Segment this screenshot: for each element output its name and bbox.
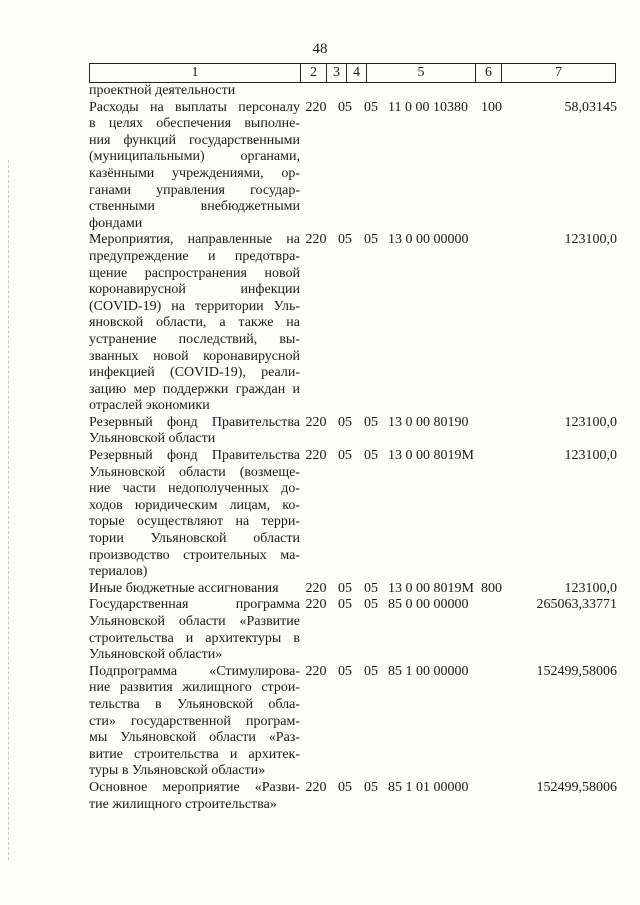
row-description (89, 232, 300, 415)
row-description (89, 100, 300, 233)
expense-type-code (481, 83, 505, 100)
table-row (89, 415, 619, 448)
description-line: мы Ульяновской области «Раз- (89, 730, 300, 746)
amount: 123100,0 (564, 580, 617, 596)
amount: 58,03145 (564, 99, 617, 115)
page-number: 48 (312, 41, 328, 57)
description-line: инфекцией (COVID-19), реали- (89, 365, 300, 381)
target-article-code: 85 1 00 00000 (388, 663, 469, 679)
amount: 123100,0 (564, 232, 617, 248)
section-code: 05 (338, 580, 352, 596)
description-line: торые осуществляют на терри- (89, 514, 300, 530)
table-row (89, 780, 619, 813)
subsection-code: 05 (364, 580, 378, 596)
expense-type-code: 800 (481, 580, 502, 596)
description-line: витие строительства и архитек- (89, 746, 300, 762)
target-article-code: 85 1 01 00000 (388, 779, 469, 795)
description-line: ходов юридическим лицам, ко- (89, 497, 300, 513)
section-code: 05 (338, 663, 352, 679)
section-code (332, 83, 358, 100)
section-code: 05 (338, 414, 352, 430)
ministry-code: 220 (305, 99, 327, 115)
row-description (89, 780, 300, 813)
table-row (89, 232, 619, 415)
description-line: Резервный фонд Правительства (89, 414, 300, 430)
header-col-5: 5 (367, 64, 476, 83)
header-col-2: 2 (301, 64, 327, 83)
row-description (89, 83, 300, 100)
table-row (89, 100, 619, 233)
description-line: Ульяновской области (89, 431, 216, 447)
description-line: Ульяновской области» (89, 647, 223, 663)
expense-type-code (481, 448, 505, 581)
subsection-code (358, 83, 384, 100)
subsection-code: 05 (364, 232, 378, 248)
description-line: отраслей экономики (89, 398, 210, 414)
description-line: (COVID-19) на территории Уль- (89, 298, 300, 314)
table-row (89, 581, 619, 598)
row-description (89, 415, 300, 448)
ministry-code: 220 (305, 663, 327, 679)
description-line: устранение последствий, вы- (89, 331, 300, 347)
row-description (89, 448, 300, 581)
description-line: Ульяновской области (возмеще- (89, 464, 300, 480)
subsection-code: 05 (364, 779, 378, 795)
description-line: туры в Ульяновской области» (89, 763, 266, 779)
header-col-4: 4 (347, 64, 367, 83)
description-line: Подпрограмма «Стимулирова- (89, 663, 300, 679)
description-line: ние развития жилищного строи- (89, 680, 300, 696)
expense-type-code (481, 597, 505, 663)
ministry-code (300, 83, 332, 100)
target-article-code: 11 0 00 10380 (388, 99, 468, 115)
table-row (89, 664, 619, 780)
amount: 265063,33771 (536, 597, 617, 613)
section-code: 05 (338, 779, 352, 795)
row-description (89, 597, 300, 663)
target-article-code: 13 0 00 00000 (388, 232, 469, 248)
section-code: 05 (338, 597, 352, 613)
description-line: Расходы на выплаты персоналу (89, 99, 300, 115)
description-line: Ульяновской области «Развитие (89, 614, 300, 629)
description-line: тие жилищного строительства» (89, 796, 277, 812)
description-line: Государственная программа (89, 597, 300, 613)
description-line: ния функций государственными (89, 132, 300, 148)
subsection-code: 05 (364, 414, 378, 430)
section-code: 05 (338, 232, 352, 248)
target-article-code: 85 0 00 00000 (388, 597, 469, 613)
description-line: казёнными учреждениями, ор- (89, 165, 300, 181)
description-line: ние части недополученных до- (89, 481, 300, 497)
description-line: проектной деятельности (89, 83, 236, 98)
description-line: териалов) (89, 564, 148, 580)
header-col-3: 3 (327, 64, 347, 83)
table-row (89, 597, 619, 663)
target-article-code (384, 83, 481, 100)
section-code: 05 (338, 448, 352, 464)
ministry-code: 220 (305, 232, 327, 248)
scan-edge-mark (8, 160, 9, 860)
amount (505, 83, 619, 100)
subsection-code: 05 (364, 663, 378, 679)
section-code: 05 (338, 99, 352, 115)
description-line: тории Ульяновской области (89, 531, 300, 547)
expense-type-code (481, 415, 505, 448)
expense-type-code: 100 (481, 99, 502, 115)
target-article-code: 13 0 00 8019М (388, 580, 474, 596)
amount: 123100,0 (564, 414, 617, 430)
expense-type-code (481, 780, 505, 813)
description-line: Основное мероприятие «Разви- (89, 779, 300, 795)
table-row (89, 448, 619, 581)
amount: 123100,0 (564, 448, 617, 464)
header-col-7: 7 (502, 64, 616, 83)
description-line: яновской области, а также на (89, 315, 300, 331)
description-line: (муниципальными) органами, (89, 149, 300, 165)
target-article-code: 13 0 00 80190 (388, 414, 469, 430)
row-description (89, 664, 300, 780)
expense-type-code (481, 664, 505, 780)
expense-type-code (481, 232, 505, 415)
description-line: Резервный фонд Правительства (89, 448, 300, 464)
description-line: щение распространения новой (89, 265, 300, 281)
ministry-code: 220 (305, 597, 327, 613)
row-description (89, 581, 300, 598)
subsection-code: 05 (364, 597, 378, 613)
description-line: коронавирусной инфекции (89, 282, 300, 298)
subsection-code: 05 (364, 99, 378, 115)
description-line: строительства и архитектуры в (89, 630, 300, 646)
subsection-code: 05 (364, 448, 378, 464)
description-line: предупреждение и предотвра- (89, 248, 300, 264)
description-line: сти» государственной програм- (89, 713, 300, 729)
table-header (89, 63, 616, 83)
description-line: тельства в Ульяновской обла- (89, 696, 300, 712)
description-line: ственными внебюджетными (89, 199, 300, 215)
header-col-6: 6 (476, 64, 502, 83)
table-body (89, 83, 619, 813)
description-line: в целях обеспечения выполне- (89, 116, 300, 132)
target-article-code: 13 0 00 8019М (388, 448, 474, 464)
ministry-code: 220 (305, 580, 327, 596)
ministry-code: 220 (305, 448, 327, 464)
amount: 152499,58006 (536, 663, 617, 679)
description-line: ганами управления государ- (89, 182, 300, 198)
table-row (89, 83, 619, 100)
description-line: зацию мер поддержки граждан и (89, 381, 300, 397)
description-line: производство строительных ма- (89, 547, 300, 563)
description-line: фондами (89, 215, 143, 231)
amount: 152499,58006 (536, 779, 617, 795)
description-line: Иные бюджетные ассигнования (89, 580, 279, 596)
header-col-1: 1 (90, 64, 301, 83)
description-line: Мероприятия, направленные на (89, 232, 300, 248)
description-line: званных новой коронавирусной (89, 348, 300, 364)
ministry-code: 220 (305, 779, 327, 795)
ministry-code: 220 (305, 414, 327, 430)
